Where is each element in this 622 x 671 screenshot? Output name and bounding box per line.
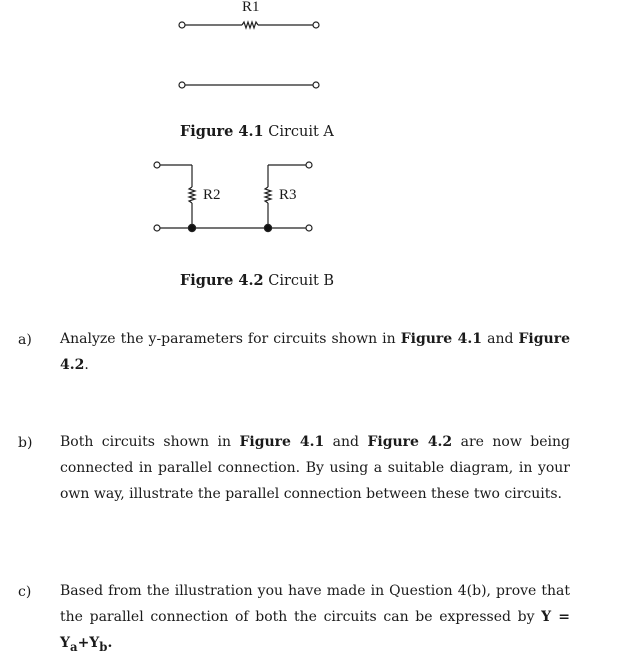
resistor-r1-symbol	[242, 22, 258, 28]
figure-4-2-caption-text: Circuit B	[263, 273, 335, 289]
circuit-b-terminal-2-prime	[306, 225, 312, 231]
question-a-text	[60, 326, 570, 378]
question-text-fragment: and	[324, 434, 368, 450]
question-text-fragment: Figure 4.2	[60, 331, 570, 373]
question-text-fragment: a	[70, 639, 78, 654]
question-b-text	[60, 429, 570, 507]
question-text-fragment: .	[84, 357, 89, 373]
circuit-a-terminal-2-prime	[313, 82, 319, 88]
figure-4-2-caption	[180, 272, 334, 289]
question-a-letter: a)	[18, 332, 32, 348]
circuit-a-terminal-2	[313, 22, 319, 28]
resistor-r3-label: R3	[279, 187, 297, 203]
circuit-b-terminal-2	[306, 162, 312, 168]
question-text-fragment: Figure 4.2	[367, 434, 453, 450]
circuit-a	[179, 22, 319, 88]
question-text-fragment: .	[107, 635, 113, 651]
question-text-fragment: +Y	[77, 635, 100, 651]
question-text-fragment: Both circuits shown in	[60, 434, 240, 450]
circuit-b-terminal-1	[154, 162, 160, 168]
question-text-fragment: and	[482, 331, 519, 347]
node-dot-left	[188, 224, 195, 231]
circuit-a-terminal-1	[179, 22, 185, 28]
question-c-letter: c)	[18, 584, 32, 600]
figure-4-1-caption-bold: Figure 4.1	[180, 123, 264, 140]
circuit-b-terminal-1-prime	[154, 225, 160, 231]
resistor-r3-symbol	[265, 187, 271, 203]
question-c-text	[60, 578, 570, 660]
question-b-letter: b)	[18, 435, 33, 451]
circuit-a-terminal-1-prime	[179, 82, 185, 88]
resistor-r2-symbol	[189, 187, 195, 203]
resistor-r1-label: R1	[242, 0, 260, 15]
figure-4-1-caption	[180, 123, 334, 140]
node-dot-right	[264, 224, 271, 231]
question-text-fragment: Figure 4.1	[239, 434, 325, 450]
question-text-fragment: Based from the illustration you have made in Question 4(b), prove that the parallel connection of both the circuits can be expressed by	[60, 583, 570, 625]
question-text-fragment: b	[99, 639, 108, 654]
resistor-r2-label: R2	[203, 187, 221, 203]
question-text-fragment: Analyze the y-parameters for circuits shown in	[60, 331, 401, 347]
question-text-fragment: Y = Y	[60, 609, 570, 651]
figure-4-1-caption-text: Circuit A	[263, 124, 334, 140]
question-text-fragment: Figure 4.1	[400, 331, 483, 347]
question-text-fragment: are now being connected in parallel connection. By using a suitable diagram, in your own way, illustrate the parallel connection between these two circuits.	[60, 434, 570, 502]
figure-4-2-caption-bold: Figure 4.2	[180, 272, 264, 289]
